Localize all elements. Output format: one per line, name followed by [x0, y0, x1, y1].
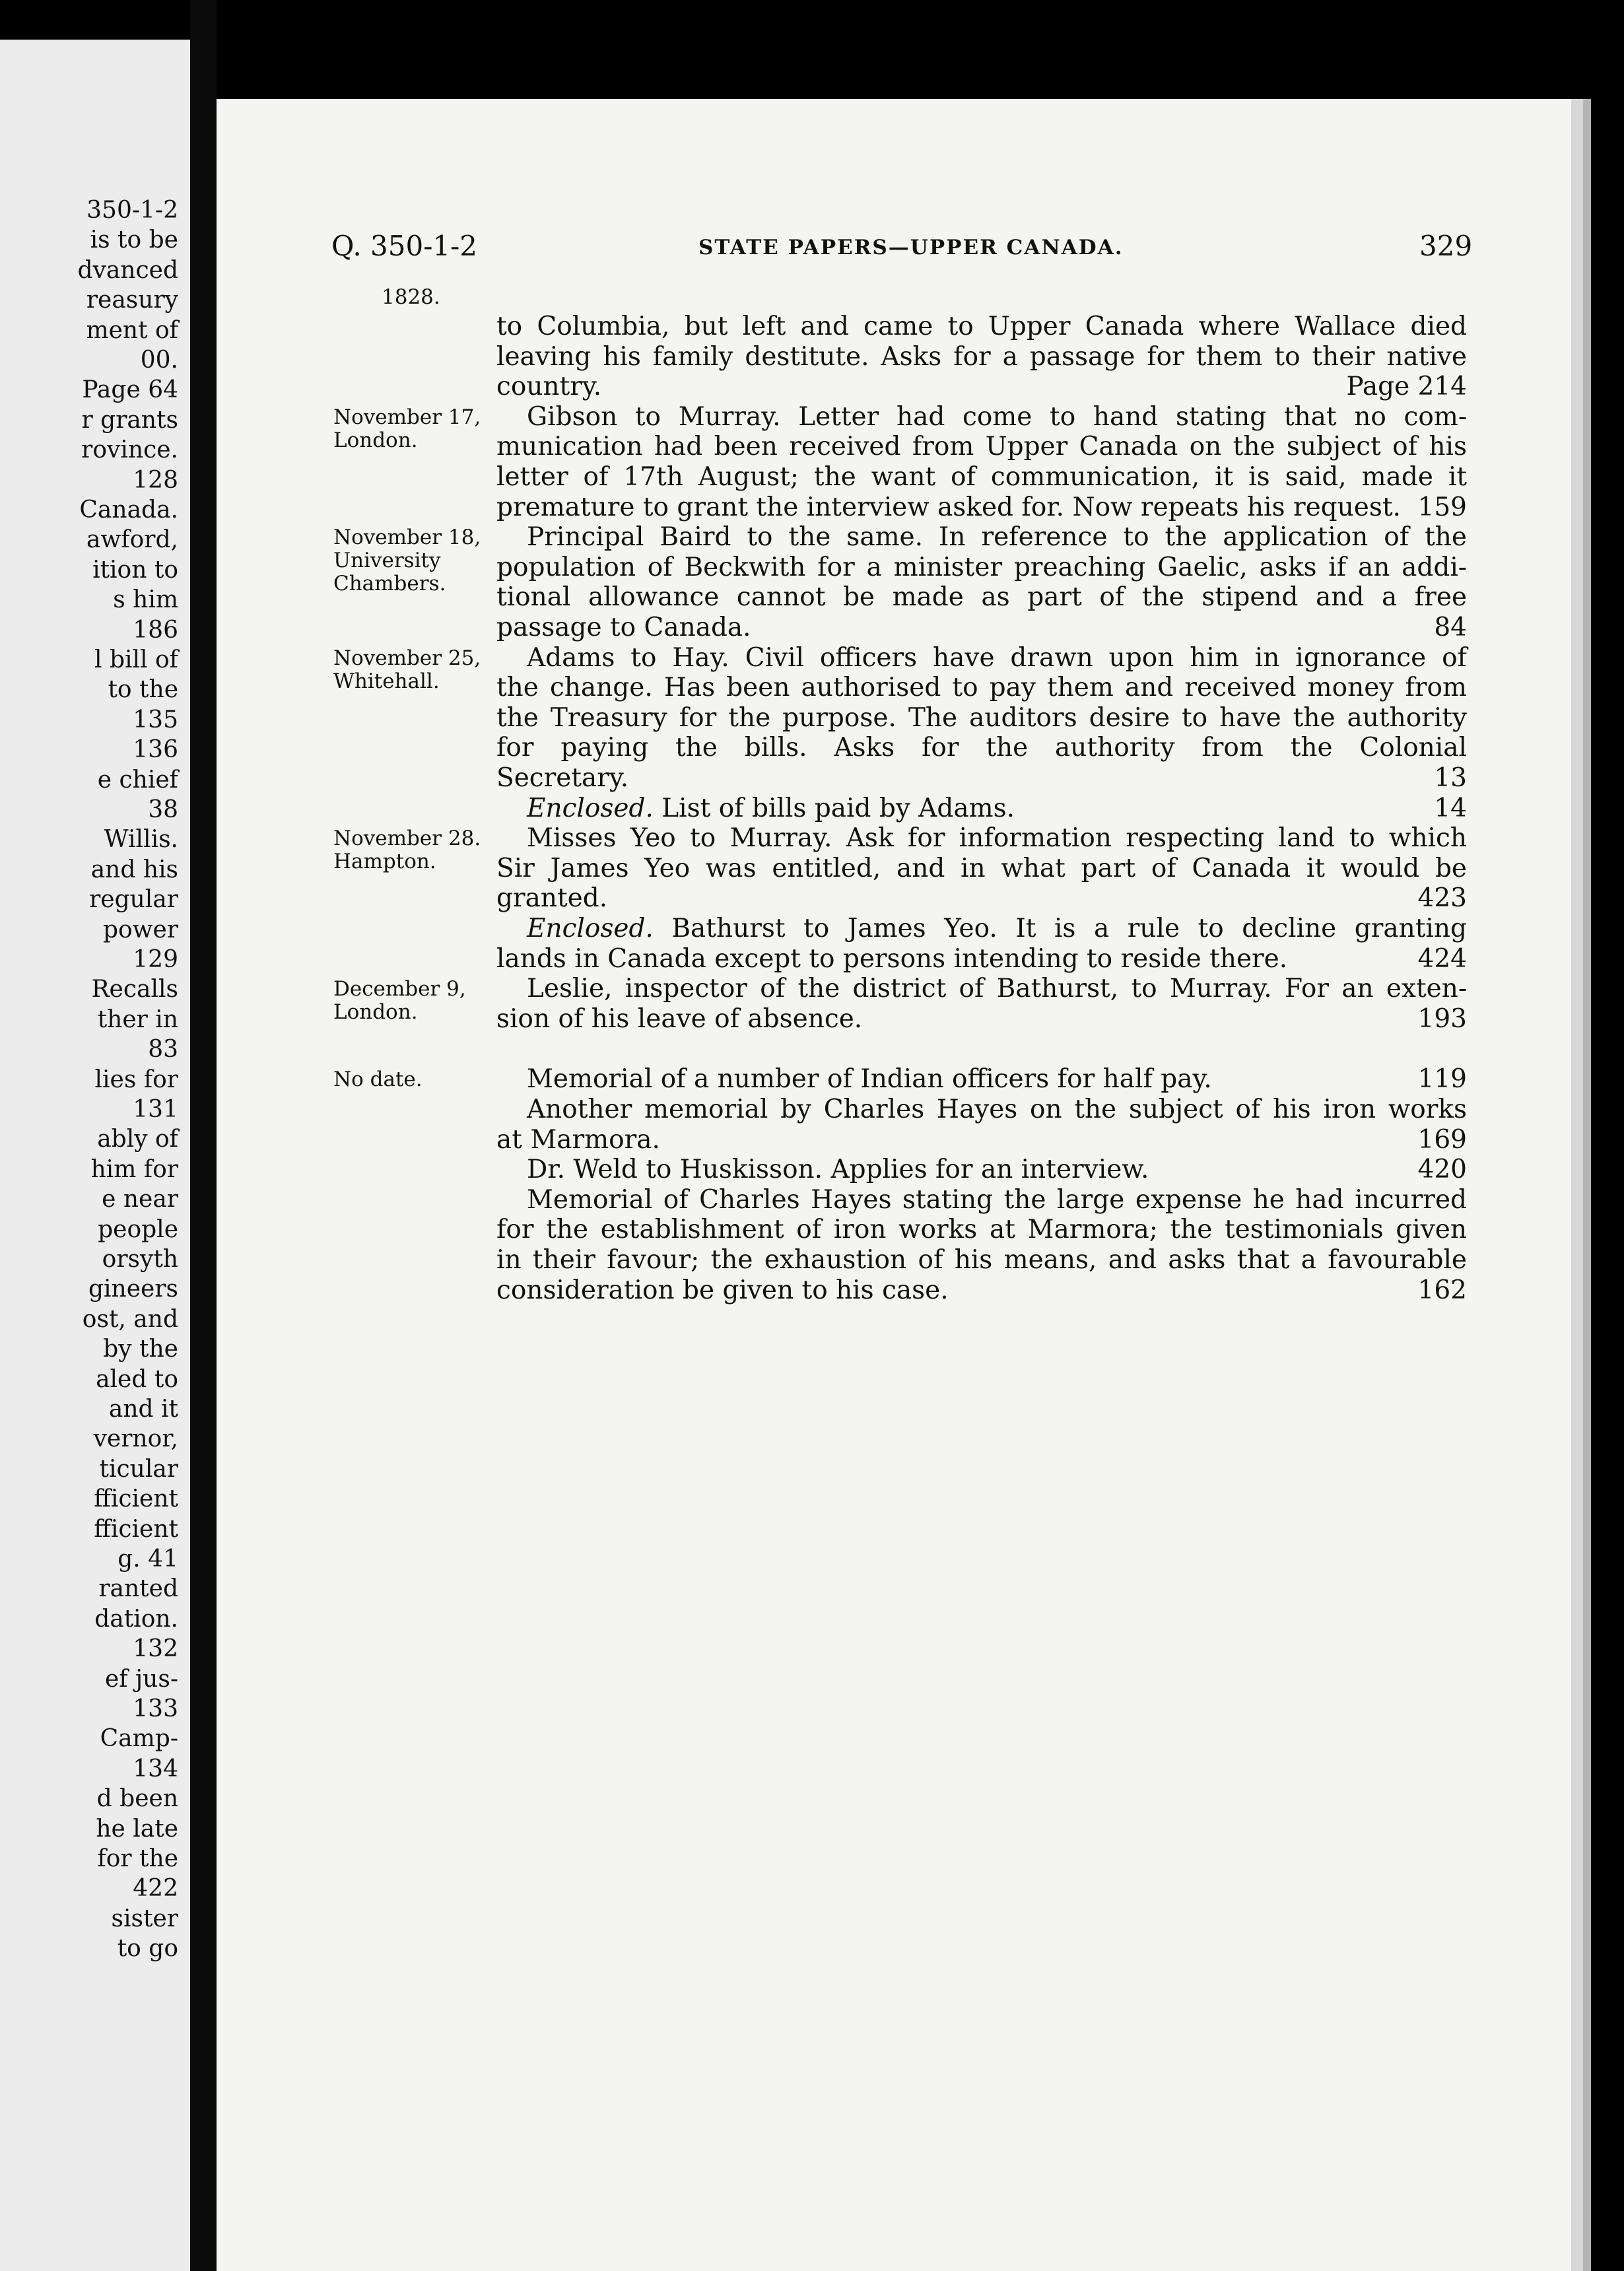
facing-page-line: people [98, 1215, 178, 1243]
header-title: STATE PAPERS—UPPER CANADA. [698, 236, 1124, 259]
facing-page-line: fficient [94, 1485, 178, 1513]
entry-date-text: November 28. [333, 827, 481, 851]
entry-text-line [496, 823, 1467, 853]
facing-page-line: d been [96, 1785, 178, 1813]
entry-text: Misses Yeo to Murray. Ask for information respecting land to which [527, 823, 1467, 854]
facing-page-line: Canada. [79, 496, 178, 524]
facing-page-line: orsyth [102, 1246, 178, 1273]
entry-place: London. [333, 428, 418, 452]
entry-text: leaving his family destitute. Asks for a passage for them to their native [496, 341, 1467, 372]
entry-text: passage to Canada. [496, 613, 751, 642]
facing-page-line: r grants [81, 406, 178, 434]
entry-date-text: No date. [333, 1068, 423, 1092]
entry-date-text: November 17, [333, 405, 481, 429]
page-edge [1571, 99, 1583, 2271]
facing-page-line: sister [111, 1905, 178, 1932]
facing-page-line: 133 [133, 1695, 178, 1722]
page-reference: 14 [1434, 793, 1467, 823]
entry-date [333, 978, 485, 1024]
facing-page-line: regular [89, 886, 178, 914]
entry-text: Leslie, inspector of the district of Bathurst, to Murray. For an exten- [527, 974, 1467, 1004]
entry-date [333, 1068, 485, 1091]
page-reference: 162 [1417, 1275, 1467, 1305]
entry-text-line [496, 432, 1467, 461]
entry-text-line [496, 1245, 1467, 1275]
facing-page-line: 131 [133, 1096, 178, 1123]
entry-text: lands in Canada except to persons intending to reside there. [496, 943, 1288, 974]
page-reference: 13 [1434, 763, 1467, 793]
entry-place: Hampton. [333, 850, 436, 874]
entry-date [333, 827, 485, 873]
year-label: 1828. [382, 285, 440, 309]
entry-date [333, 647, 485, 693]
facing-page-line: lies for [94, 1066, 178, 1093]
facing-page-line: him for [90, 1155, 178, 1183]
facing-page-line: 129 [133, 946, 178, 973]
enclosed-label: Enclosed. [527, 914, 654, 943]
facing-page-line: 132 [133, 1635, 178, 1663]
facing-page-line: 00. [140, 347, 178, 374]
entry-text: the Treasury for the purpose. The auditors desire to have the authority [496, 702, 1467, 733]
entry-text-line [496, 342, 1467, 372]
entry-text-line [496, 582, 1467, 612]
facing-page-line: g. 41 [118, 1545, 178, 1573]
facing-page-line: ment of [86, 316, 178, 344]
facing-page-line: ef jus- [104, 1665, 178, 1693]
entry-text-line [496, 914, 1467, 943]
page-reference: 169 [1417, 1124, 1467, 1155]
entry-text: Gibson to Murray. Letter had come to hand stating that no com- [527, 401, 1467, 432]
entry-place: London. [333, 1000, 418, 1025]
facing-page-line: dvanced [77, 256, 178, 284]
entry-text: consideration be given to his case. [496, 1275, 949, 1305]
facing-page-line: by the [103, 1336, 178, 1363]
page-reference: Page 214 [1346, 372, 1467, 402]
page-reference: 84 [1434, 613, 1467, 642]
entry-text: sion of his leave of absence. [496, 1003, 863, 1034]
facing-page-line: awford, [86, 526, 178, 554]
facing-page-line: and it [108, 1396, 178, 1423]
entry-place: Whitehall. [333, 669, 440, 693]
entry-date-text: November 25, [333, 646, 481, 670]
facing-page-line: 186 [133, 616, 178, 644]
facing-page-fragment [0, 40, 190, 2271]
facing-page-line: is to be [90, 226, 178, 254]
facing-page-line: ition to [92, 556, 178, 584]
entry-text: Bathurst to James Yeo. It is a rule to decline granting [671, 914, 1467, 943]
entry-place: University Chambers. [333, 549, 446, 596]
facing-page-line: for the [97, 1845, 178, 1872]
entry-text: in their favour; the exhaustion of his means, and asks that a favourable [496, 1245, 1467, 1275]
entry-text: Memorial of Charles Hayes stating the large expense he had incurred [527, 1184, 1467, 1215]
entry-text: Sir James Yeo was entitled, and in what part of Canada it would be [496, 853, 1467, 883]
entry-text-line [496, 673, 1467, 702]
facing-page-line: e near [102, 1186, 178, 1213]
facing-page-line: 135 [133, 706, 178, 733]
entry-text: for paying the bills. Asks for the authority from the Colonial [496, 733, 1467, 763]
entry-date [333, 526, 485, 595]
entry-date-text: December 9, [333, 977, 466, 1001]
entry-text: Memorial of a number of Indian officers for half pay. [527, 1064, 1212, 1095]
page-reference: 424 [1417, 943, 1467, 974]
entry-text-line [496, 312, 1467, 341]
entry-text-line [496, 733, 1467, 763]
page-reference: 193 [1417, 1003, 1467, 1034]
facing-page-line: to the [108, 676, 178, 704]
facing-page-line: l bill of [94, 646, 178, 673]
facing-page-line: he late [96, 1815, 178, 1843]
entry-text-line [496, 643, 1467, 673]
facing-page-line: 350-1-2 [86, 197, 178, 224]
facing-page-line: aled to [96, 1365, 178, 1393]
entry-text-line [496, 703, 1467, 733]
facing-page-line: Page 64 [82, 376, 178, 404]
facing-page-line: and his [90, 856, 178, 883]
facing-page-line: Recalls [91, 976, 178, 1003]
entry-date-text: November 18, [333, 525, 481, 550]
entry-text-line [496, 1095, 1467, 1124]
entry-text: Dr. Weld to Huskisson. Applies for an interview. [527, 1155, 1149, 1185]
header-reference: Q. 350-1-2 [331, 230, 478, 262]
facing-page-line: reasury [86, 287, 178, 314]
page-reference: 420 [1417, 1155, 1467, 1185]
facing-page-line: Camp- [100, 1725, 178, 1753]
facing-page-line: ost, and [82, 1305, 178, 1333]
entry-text: tional allowance cannot be made as part of the stipend and a free [496, 582, 1467, 613]
page-number: 329 [1419, 230, 1473, 262]
entry-text: population of Beckwith for a minister preaching Gaelic, asks if an addi- [496, 552, 1467, 582]
entry-text-line [496, 522, 1467, 552]
facing-page-line: ther in [97, 1005, 178, 1033]
page-gutter [190, 0, 217, 2271]
entry-text: at Marmora. [496, 1124, 660, 1155]
page-reference: 423 [1417, 883, 1467, 914]
facing-page-line: 83 [148, 1036, 178, 1064]
page-reference: 119 [1417, 1064, 1467, 1095]
facing-page-line: ranted [98, 1575, 178, 1603]
facing-page-line: rovince. [81, 436, 178, 464]
entry-text-line [496, 1215, 1467, 1244]
page-edge-shadow [1583, 99, 1591, 2271]
facing-page-line: s him [113, 586, 178, 614]
entry-text-line [496, 854, 1467, 883]
entry-text: munication had been received from Upper Canada on the subject of his [496, 432, 1467, 462]
facing-page-line: 38 [148, 796, 178, 823]
facing-page-line: 136 [133, 736, 178, 764]
entry-text: Principal Baird to the same. In reference to the application of the [527, 522, 1467, 553]
entry-text: for the establishment of iron works at Marmora; the testimonials given [496, 1215, 1467, 1245]
entry-text-line [496, 462, 1467, 492]
facing-page-line: ably of [97, 1126, 178, 1153]
entry-text: to Columbia, but left and came to Upper Canada where Wallace died [496, 312, 1467, 341]
entry-text-line [496, 553, 1467, 582]
facing-page-line: dation. [94, 1605, 178, 1633]
facing-page-line: power [102, 916, 178, 943]
facing-page-line: Willis. [104, 826, 178, 854]
facing-page-line: e chief [97, 766, 178, 794]
entry-text: country. [496, 372, 602, 402]
entry-text-line [496, 402, 1467, 432]
entry-text: List of bills paid by Adams. [661, 793, 1015, 823]
facing-page-line: 134 [133, 1755, 178, 1782]
facing-page-line: 422 [133, 1875, 178, 1903]
entry-text: premature to grant the interview asked for. Now repeats his request. [496, 492, 1401, 522]
entry-text: letter of 17th August; the want of communication, it is said, made it [496, 462, 1467, 492]
entry-text: Secretary. [496, 763, 629, 793]
entry-text-line [496, 1185, 1467, 1215]
entry-text: Another memorial by Charles Hayes on the subject of his iron works [527, 1095, 1467, 1124]
entry-text: granted. [496, 883, 608, 914]
facing-page-line: gineers [88, 1275, 178, 1303]
facing-page-line: fficient [94, 1515, 178, 1543]
facing-page-line: vernor, [93, 1425, 178, 1453]
page-reference: 159 [1417, 492, 1467, 522]
entry-text-line [496, 974, 1467, 1003]
facing-page-line: 128 [133, 466, 178, 494]
facing-page-line: to go [117, 1935, 178, 1963]
enclosed-label: Enclosed. [527, 793, 654, 823]
entry-text: Adams to Hay. Civil officers have drawn upon him in ignorance of [527, 642, 1467, 673]
entry-date [333, 406, 485, 452]
entry-text: the change. Has been authorised to pay them and received money from [496, 673, 1467, 703]
facing-page-line: ticular [99, 1455, 178, 1483]
